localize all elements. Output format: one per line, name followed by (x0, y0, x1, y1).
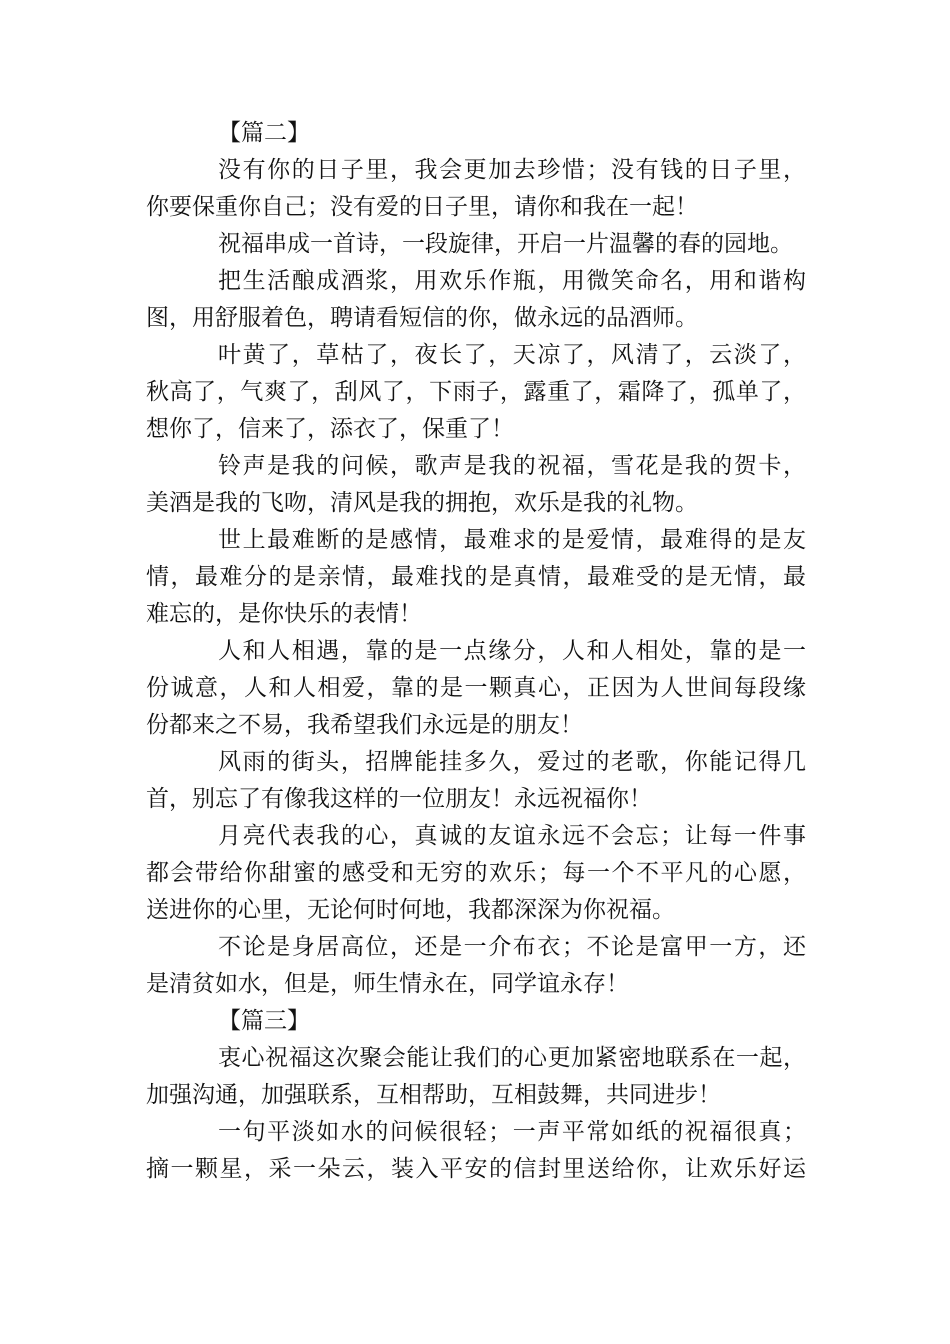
paragraph (146, 337, 806, 448)
paragraph-line: 不论是身居高位，还是一介布衣；不论是富甲一方，还 (218, 934, 806, 960)
paragraph-line: 难忘的，是你快乐的表情！ (146, 601, 422, 627)
paragraph-line: 想你了，信来了，添衣了，保重了！ (146, 416, 514, 442)
paragraph (146, 263, 806, 337)
paragraph-line: 份都来之不易，我希望我们永远是的朋友！ (146, 712, 583, 738)
paragraph-line: 一句平淡如水的问候很轻；一声平常如纸的祝福很真； (218, 1119, 806, 1145)
paragraph-line: 月亮代表我的心，真诚的友谊永远不会忘；让每一件事 (218, 823, 806, 849)
paragraph-line: 秋高了，气爽了，刮风了，下雨子，露重了，霜降了，孤单了， (146, 379, 806, 405)
paragraph-line: 送进你的心里，无论何时何地，我都深深为你祝福。 (146, 897, 675, 923)
paragraph (146, 152, 806, 226)
paragraph-line: 图，用舒服着色，聘请看短信的你，做永远的品酒师。 (146, 305, 698, 331)
paragraph (146, 1114, 806, 1188)
paragraph (146, 226, 806, 263)
paragraph-line: 祝福串成一首诗，一段旋律，开启一片温馨的春的园地。 (218, 231, 793, 257)
paragraph-line: 加强沟通，加强联系，互相帮助，互相鼓舞，共同进步！ (146, 1082, 721, 1108)
paragraph-line: 世上最难断的是感情，最难求的是爱情，最难得的是友 (218, 527, 806, 553)
paragraph-line: 首，别忘了有像我这样的一位朋友！永远祝福你！ (146, 786, 652, 812)
paragraph-line: 摘一颗星，采一朵云，装入平安的信封里送给你，让欢乐好运 (146, 1156, 806, 1182)
section-heading: 【篇三】 (218, 1008, 310, 1034)
section-heading: 【篇二】 (218, 120, 310, 146)
document-page (146, 115, 806, 1188)
paragraph-line: 铃声是我的问候，歌声是我的祝福，雪花是我的贺卡， (218, 453, 806, 479)
paragraph (146, 448, 806, 522)
paragraph-line: 衷心祝福这次聚会能让我们的心更加紧密地联系在一起， (218, 1045, 806, 1071)
paragraph-line: 是清贫如水，但是，师生情永在，同学谊永存！ (146, 971, 629, 997)
paragraph (146, 818, 806, 929)
paragraph (146, 522, 806, 633)
paragraph-line: 都会带给你甜蜜的感受和无穷的欢乐；每一个不平凡的心愿， (146, 860, 806, 886)
paragraph (146, 1040, 806, 1114)
paragraph (146, 744, 806, 818)
paragraph (146, 633, 806, 744)
paragraph-line: 把生活酿成酒浆，用欢乐作瓶，用微笑命名，用和谐构 (218, 268, 806, 294)
paragraph-line: 没有你的日子里，我会更加去珍惜；没有钱的日子里， (218, 157, 806, 183)
paragraph (146, 929, 806, 1003)
paragraph-line: 人和人相遇，靠的是一点缘分，人和人相处，靠的是一 (218, 638, 806, 664)
paragraph-line: 份诚意，人和人相爱，靠的是一颗真心，正因为人世间每段缘 (146, 675, 806, 701)
paragraph-line: 叶黄了，草枯了，夜长了，天凉了，风清了，云淡了， (218, 342, 806, 368)
paragraph-line: 情，最难分的是亲情，最难找的是真情，最难受的是无情，最 (146, 564, 806, 590)
paragraph-line: 风雨的街头，招牌能挂多久，爱过的老歌，你能记得几 (218, 749, 806, 775)
paragraph-line: 你要保重你自己；没有爱的日子里，请你和我在一起！ (146, 194, 698, 220)
paragraph-line: 美酒是我的飞吻，清风是我的拥抱，欢乐是我的礼物。 (146, 490, 698, 516)
